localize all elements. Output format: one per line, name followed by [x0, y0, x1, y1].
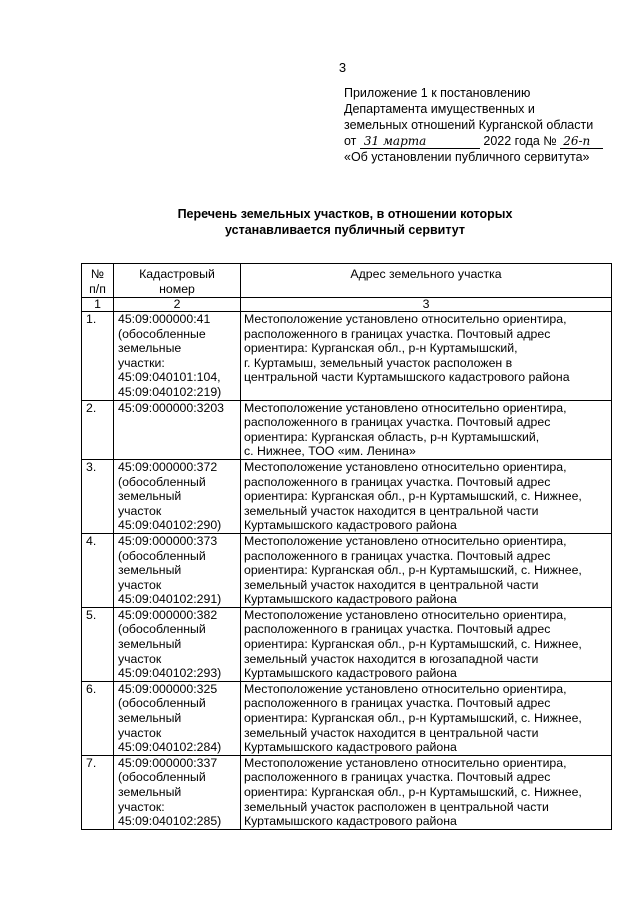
cadastral-number: 45:09:000000:382 (обособленный земельный участок 45:09:040102:293) [114, 607, 241, 681]
cadastral-number: 45:09:000000:337 (обособленный земельный участок: 45:09:040102:285) [114, 755, 241, 829]
table-row [82, 533, 612, 607]
plot-address: Местоположение установлено относительно ориентира, расположенного в границах участка. Почтовый адрес ориентира: Курганская обл., р-н Куртамышский, с. Нижнее, земельный участок расположен в центральной части Куртамышского кадастрового района [241, 755, 612, 829]
table-row [82, 681, 612, 755]
table-row [82, 755, 612, 829]
column-number-2: 2 [114, 298, 241, 312]
header-number: № п/п [82, 264, 114, 298]
appendix-line-3: земельных отношений Курганской области [344, 118, 594, 132]
plot-address: Местоположение установлено относительно ориентира, расположенного в границах участка. Почтовый адрес ориентира: Курганская обл., р-н Куртамышский, с. Нижнее, земельный участок находится в югозападной части Куртамышского кадастрового района [241, 607, 612, 681]
plot-address: Местоположение установлено относительно ориентира, расположенного в границах участка. Почтовый адрес ориентира: Курганская обл., р-н Куртамышский, с. Нижнее, земельный участок находится в центральной части Куртамышского кадастрового района [241, 681, 612, 755]
plot-address: Местоположение установлено относительно ориентира, расположенного в границах участка. Почтовый адрес ориентира: Курганская обл., р-н Куртамышский, с. Нижнее, земельный участок находится в центральной части Куртамышского кадастрового района [241, 459, 612, 533]
page-number: 3 [338, 60, 347, 75]
title-line-2: устанавливается публичный сервитут [225, 223, 465, 237]
column-number-3: 3 [241, 298, 612, 312]
plot-address: Местоположение установлено относительно ориентира, расположенного в границах участка. Почтовый адрес ориентира: Курганская обл., р-н Куртамышский, с. Нижнее, земельный участок находится в центральной части Куртамышского кадастрового района [241, 533, 612, 607]
row-number: 3. [82, 459, 114, 533]
handwritten-date: 31 марта [360, 135, 480, 149]
cadastral-number: 45:09:000000:325 (обособленный земельный участок 45:09:040102:284) [114, 681, 241, 755]
header-address: Адрес земельного участка [241, 264, 612, 298]
row-number: 5. [82, 607, 114, 681]
appendix-line-1: Приложение 1 к постановлению [344, 86, 531, 100]
document-title [130, 206, 560, 238]
row-number: 4. [82, 533, 114, 607]
cadastral-number: 45:09:000000:372 (обособленный земельный участок 45:09:040102:290) [114, 459, 241, 533]
table-row [82, 312, 612, 401]
plot-address: Местоположение установлено относительно ориентира, расположенного в границах участка. Почтовый адрес ориентира: Курганская область, р-н Куртамышский, с. Нижнее, ТОО «им. Ленина» [241, 400, 612, 459]
column-number-1: 1 [82, 298, 114, 312]
appendix-line-2: Департамента имущественных и [344, 102, 535, 116]
appendix-date-line [344, 133, 634, 149]
cadastral-number: 45:09:000000:41 (обособленные земельные участки: 45:09:040101:104, 45:09:040102:219) [114, 312, 241, 401]
handwritten-number: 26-п [560, 135, 603, 149]
row-number: 2. [82, 400, 114, 459]
row-number: 6. [82, 681, 114, 755]
appendix-header [344, 85, 634, 165]
appendix-year-text: 2022 года № [483, 134, 557, 148]
table-row [82, 607, 612, 681]
appendix-prefix-ot: от [344, 134, 357, 148]
table-column-numbers-row [82, 298, 612, 312]
table-row [82, 400, 612, 459]
title-line-1: Перечень земельных участков, в отношении которых [177, 207, 513, 221]
row-number: 1. [82, 312, 114, 401]
table-row [82, 459, 612, 533]
cadastral-number: 45:09:000000:3203 [114, 400, 241, 459]
table-header-row [82, 264, 612, 298]
appendix-line-5: «Об установлении публичного сервитута» [344, 150, 590, 164]
row-number: 7. [82, 755, 114, 829]
cadastral-number: 45:09:000000:373 (обособленный земельный участок 45:09:040102:291) [114, 533, 241, 607]
plot-address: Местоположение установлено относительно ориентира, расположенного в границах участка. Почтовый адрес ориентира: Курганская обл., р-н Куртамышский, г. Куртамыш, земельный участок расположен в центральной части Куртамышского кадастрового района [241, 312, 612, 401]
land-plots-table [81, 263, 612, 830]
header-cadastral: Кадастровый номер [114, 264, 241, 298]
